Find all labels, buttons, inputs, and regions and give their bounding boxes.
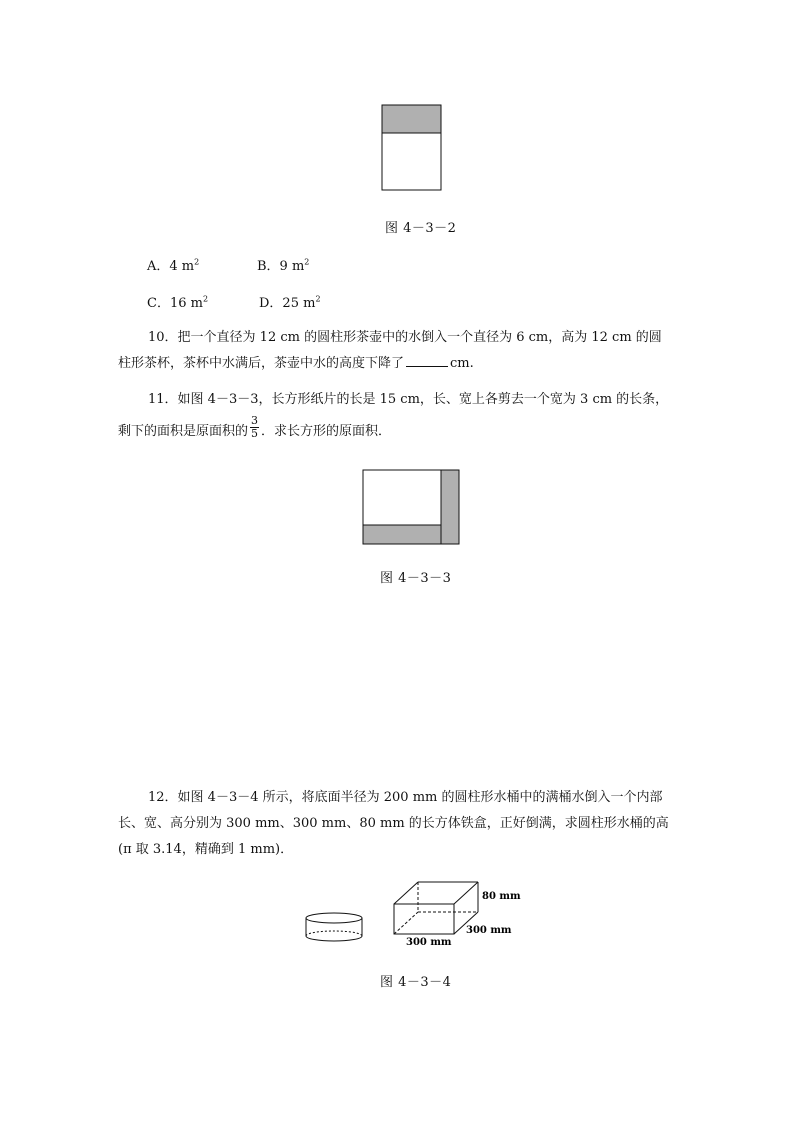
figure-4-3-2-caption: 图 4－3－2 <box>385 221 457 236</box>
label-length: 300 mm <box>466 925 512 936</box>
figure-4-3-4-caption: 图 4－3－4 <box>380 975 452 990</box>
fraction-three-fifths: $\frac{3}{5}$ <box>251 414 259 440</box>
question-12-line2: 长、宽、高分别为 300 mm、300 mm、80 mm 的长方体铁盒，正好倒满，求圆柱形水桶的高 <box>118 816 669 831</box>
option-d: D．25 $m^2$ <box>259 294 321 311</box>
option-c: C．16 $m^2$ <box>147 294 209 311</box>
label-width: 300 mm <box>406 937 452 948</box>
option-b: B．9 $m^2$ <box>257 257 310 274</box>
question-10-line2: 柱形茶杯，茶杯中水满后，茶壶中水的高度下降了 cm. <box>118 351 678 377</box>
question-12-line3: (π 取 3.14，精确到 1 mm)． <box>118 842 294 857</box>
figure-4-3-3 <box>362 469 462 547</box>
question-12-line1: 12．如图 4－3－4 所示，将底面半径为 200 mm 的圆柱形水桶中的满桶水倒入一个内部 <box>148 790 663 805</box>
question-11-line2: 剩下的面积是原面积的 $\frac{3}{5}$ ．求长方形的原面积． <box>118 414 392 440</box>
right-strip <box>441 470 459 544</box>
option-a: A．4 $m^2$ <box>147 257 200 274</box>
answer-blank <box>406 352 448 367</box>
question-11-line1: 11．如图 4－3－3，长方形纸片的长是 15 cm，长、宽上各剪去一个宽为 3 cm 的长条， <box>148 392 669 407</box>
label-height: 80 mm <box>482 891 521 902</box>
question-10 <box>118 325 678 377</box>
question-12 <box>118 785 678 863</box>
question-10-line1: 10．把一个直径为 12 cm 的圆柱形茶壶中的水倒入一个直径为 6 cm，高为 12 cm 的圆 <box>148 330 662 345</box>
figure-4-3-2 <box>381 104 443 192</box>
shaded-top-region <box>382 105 441 133</box>
question-11 <box>118 387 678 445</box>
cylinder-bucket <box>306 913 362 941</box>
figure-4-3-4 <box>300 876 525 948</box>
figure-4-3-3-caption: 图 4－3－3 <box>380 571 452 586</box>
